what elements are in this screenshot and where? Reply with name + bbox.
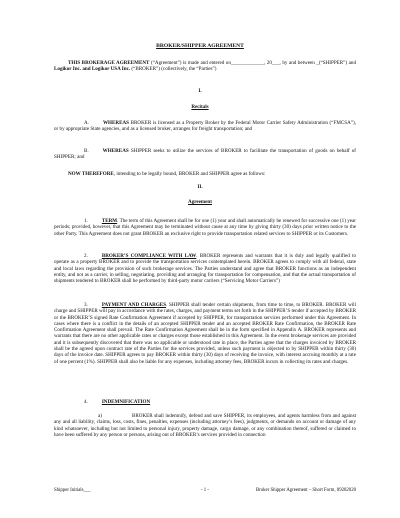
form-name: Broker Shipper Agreement – Short Form, 09282020 (255, 488, 356, 493)
date-blank: _____________ (230, 60, 265, 66)
now-therefore: NOW THEREFORE, intending to be legally bound, BROKER and SHIPPER agree as follows: (68, 171, 266, 177)
section-2-number: II. (197, 184, 203, 190)
year-blank: ___ (271, 60, 280, 66)
intro-lead: THIS BROKERAGE AGREEMENT (68, 60, 150, 66)
shipper-initials: Shipper Initials___ (54, 488, 91, 493)
section-2-heading: Agreement (188, 199, 212, 205)
page-number: - 1 - (201, 488, 209, 493)
intro-paragraph: THIS BROKERAGE AGREEMENT (“Agreement”) is made and entered on_____________, 20___, by and between _(“SHIPPER”) and Logikor Inc. and Logikor USA Inc. (“BROKER”) (collectively, the “Parties”) (54, 60, 357, 73)
recital-a: A. WHEREAS BROKER is licensed as a Property Broker by the Federal Motor Carrier Safety Administration (“FMCSA”), or by appropriate State agencies, and as a licensed broker, arranges for freight transportation; and (54, 120, 356, 133)
clause-indemnification-heading: 4. INDEMNIFICATION (84, 399, 151, 405)
shipper-blank: _ (316, 60, 319, 66)
document-title: BROKER/SHIPPER AGREEMENT (156, 43, 244, 49)
section-1-number: I. (198, 88, 202, 94)
clause-term: 1. TERM. The term of this Agreement shall be for one (1) year and shall automatically be renewed for successive one (1) year periods; provided, however, that this Agreement may be terminated without cause at any time by giving thirty (30) days prior written notice to the other Party. This Agreement does not grant BROKER an exclusive right to provide transportation related services to SHIPPER or its Customers. (54, 218, 356, 237)
broker-company: Logikor Inc. and Logikor USA Inc. (54, 66, 131, 73)
section-1-heading: Recitals (191, 104, 209, 110)
recital-b: B. WHEREAS SHIPPER seeks to utilize the services of BROKER to facilitate the transportation of goods on behalf of SHIPPER; and (54, 148, 356, 161)
clause-payment: 3. PAYMENT AND CHARGES. SHIPPER shall tender certain shipments, from time to time, to BROKER. BROKER will charge and SHIPPER will pay in accordance with the rates, charges, and payment terms set forth in the SHIPPER’S tender if accepted by BROKER or the BROKER’S signed Rate Confirmation Agreement if accepted by SHIPPER, for transportation services performed under this Agreement. In cases where there is a conflict in the details of an accepted SHIPPER tender and an accepted BROKER Rate Confirmation, the BROKER Rate Confirmation Agreement shall prevail. The Rate Confirmation Agreement shall be in the form specified in Appendix A. BROKER represents and warrants that there are no other applicable rates or charges except those established in this Agreement. In the event brokerage services are provided and it is subsequently discovered that there was no applicable or understood rate in place, the Parties agree that the charges invoiced by BROKER shall be the agreed upon contract rate of the Parties for the services provided, unless such payment is objected to by SHIPPER within thirty (30) days of the invoice date. SHIPPER agrees to pay BROKER within thirty (30) days of receiving the invoice, with interest accruing monthly at a rate of one percent (1%). SHIPPER shall also be liable for any expenses, including attorney fees, BROKER incurs in collecting its rates and charges. (54, 302, 356, 365)
clause-indemnification-a: a) BROKER shall indemnify, defend and save SHIPPER, its employees, and agents harmless from and against any and all liability, claims, loss, costs, fines, penalties, expenses (including attorney’s fees), judgments, or demands on account or damage of any kind whatsoever, including but not limited to personal injury, property damage, cargo damage, or any combination thereof, suffered or claimed to have been suffered by any person or persons, arising out of BROKER’s services provided in connection (54, 413, 356, 438)
clause-compliance: 2. BROKER’S COMPLIANCE WITH LAW. BROKER represents and warrants that it is duly and legally qualified to operate as a property BROKER and to provide the transportation services contemplated herein. BROKER agrees to comply with all federal, state and local laws regarding the provision of such brokerage services. The Parties understand and agree that BROKER functions as an independent entity, and not as a carrier, in selling, negotiating, providing and arranging for transportation for compensation, and that the actual transportation of shipments tendered to BROKER shall be performed by third-party motor carriers (“Servicing Motor Carriers”) (54, 253, 356, 285)
